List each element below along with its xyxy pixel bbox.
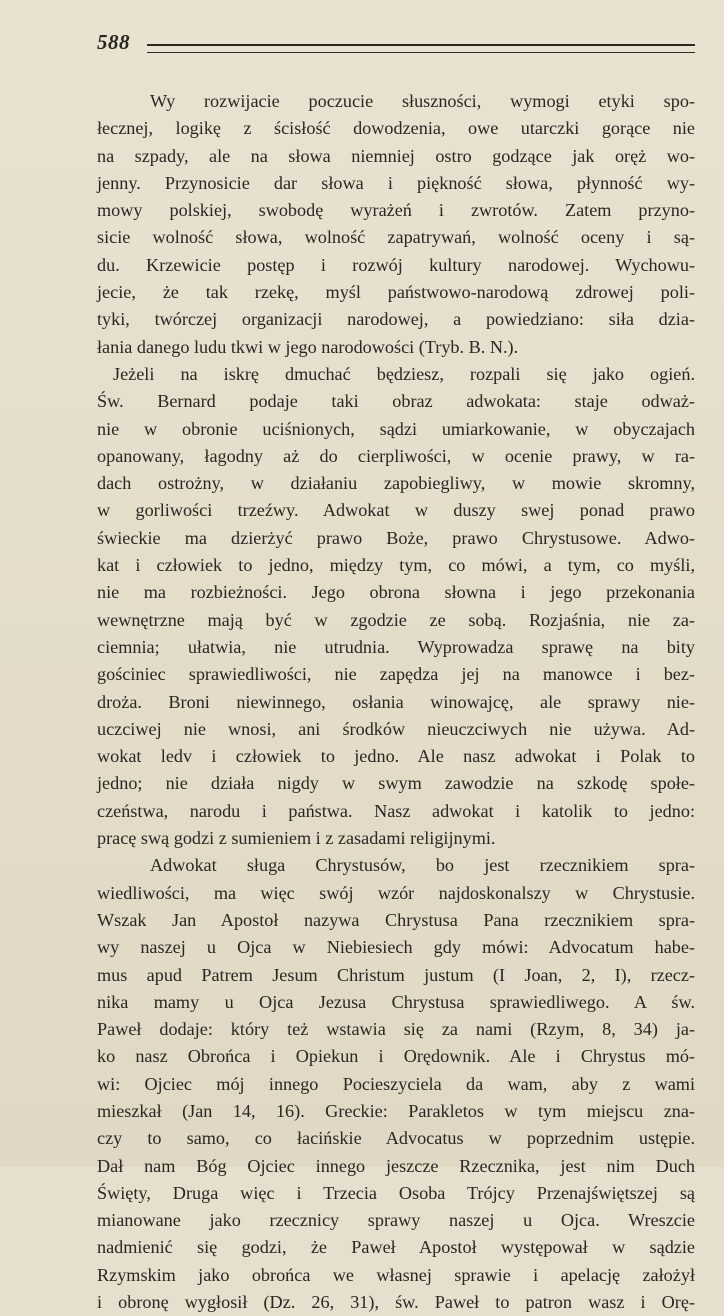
text-line: mieszkał (Jan 14, 16). Greckie: Parakletos w tym miejscu zna- (97, 1100, 695, 1121)
text-line: świeckie ma dzierżyć prawo Boże, prawo Chrystusowe. Adwo- (97, 527, 695, 548)
text-line: na szpady, ale na słowa niemniej ostro godzące jak oręż wo- (97, 145, 695, 166)
body-text (97, 88, 695, 1316)
text-line: sicie wolność słowa, wolność zapatrywań, wolność oceny i są- (97, 227, 695, 248)
text-line: nadmienić się godzi, że Paweł Apostoł występował w sądzie (97, 1237, 695, 1258)
text-line: nie ma rozbieżności. Jego obrona słowna i jego przekonania (97, 582, 695, 603)
text-line: łecznej, logikę z ścisłość dowodzenia, owe utarczki gorące nie (97, 118, 695, 139)
text-line: tyki, twórczej organizacji narodowej, a powiedziano: siła dzia- (97, 309, 695, 330)
header-rule (147, 44, 695, 53)
text-line: czeństwa, narodu i państwa. Nasz adwokat i katolik to jedno: (97, 800, 695, 821)
text-line: opanowany, łagodny aż do cierpliwości, w ocenie prawy, w ra- (97, 445, 695, 466)
text-line: mianowane jako rzecznicy sprawy naszej u Ojca. Wreszcie (97, 1210, 695, 1231)
text-line: mus apud Patrem Jesum Christum justum (I Joan, 2, I), rzecz- (97, 964, 695, 985)
text-line: wy naszej u Ojca w Niebiesiech gdy mówi: Advocatum habe- (97, 937, 695, 958)
text-line: wi: Ojciec mój innego Pocieszyciela da wam, aby z wami (97, 1073, 695, 1094)
page-number: 588 (97, 30, 130, 54)
text-line: w gorliwości trzeźwy. Adwokat w duszy swej ponad prawo (97, 500, 695, 521)
text-line: wewnętrzne mają być w zgodzie ze sobą. Rozjaśnia, nie za- (97, 609, 695, 630)
text-line: gościniec sprawiedliwości, nie zapędza jej na manowce i bez- (97, 664, 695, 685)
text-line: jedno; nie działa nigdy w swym zawodzie na szkodę społe- (97, 773, 695, 794)
text-line: droża. Broni niewinnego, osłania winowajcę, ale sprawy nie- (97, 691, 695, 712)
text-line: Wszak Jan Apostoł nazywa Chrystusa Pana rzecznikiem spra- (97, 909, 695, 930)
text-line: Jeżeli na iskrę dmuchać będziesz, rozpali się jako ogień. (113, 363, 695, 384)
text-line: Paweł dodaje: który też wstawia się za nami (Rzym, 8, 34) ja- (97, 1019, 695, 1040)
text-line: łania danego ludu tkwi w jego narodowości (Tryb. B. N.). (97, 336, 519, 357)
text-line: ko nasz Obrońca i Opiekun i Orędownik. Ale i Chrystus mó- (97, 1046, 695, 1067)
text-line: Św. Bernard podaje taki obraz adwokata: staje odważ- (97, 391, 695, 412)
text-line: wiedliwości, ma więc swój wzór najdoskonalszy w Chrystusie. (97, 882, 695, 903)
text-line: Dał nam Bóg Ojciec innego jeszcze Rzecznika, jest nim Duch (97, 1155, 695, 1176)
text-line: Wy rozwijacie poczucie słuszności, wymogi etyki spo- (150, 91, 695, 111)
text-line: mowy polskiej, swobodę wyrażeń i zwrotów. Zatem przyno- (97, 200, 695, 221)
text-line: nika mamy u Ojca Jezusa Chrystusa sprawiedliwego. A św. (97, 991, 695, 1012)
text-line: Święty, Druga więc i Trzecia Osoba Trójcy Przenajświętszej są (97, 1182, 695, 1203)
text-line: Rzymskim jako obrońca we własnej sprawie i apelację założył (97, 1264, 695, 1285)
text-line: ciemnia; ułatwia, nie utrudnia. Wyprowadza sprawę na bity (97, 636, 695, 657)
text-line: dach ostrożny, w działaniu zapobiegliwy, w mowie skromny, (97, 473, 695, 494)
text-line: wokat ledv i człowiek to jedno. Ale nasz adwokat i Polak to (97, 746, 695, 767)
text-line: nie w obronie uciśnionych, sądzi umiarkowanie, w obyczajach (97, 418, 695, 439)
text-line: jecie, że tak rzekę, myśl państwowo-narodową zdrowej poli- (97, 282, 695, 303)
text-line: du. Krzewicie postęp i rozwój kultury narodowej. Wychowu- (97, 254, 695, 275)
text-line: jenny. Przynosicie dar słowa i piękność słowa, płynność wy- (97, 172, 695, 193)
text-line: uczciwej nie wnosi, ani środków nieuczciwych nie używa. Ad- (97, 718, 695, 739)
page-header (97, 30, 695, 64)
text-line: kat i człowiek to jedno, między tym, co mówi, a tym, co myśli, (97, 555, 695, 576)
text-line: czy to samo, co łacińskie Advocatus w poprzednim ustępie. (97, 1128, 695, 1149)
text-line: pracę swą godzi z sumieniem i z zasadami religijnymi. (97, 828, 496, 849)
text-line: Adwokat sługa Chrystusów, bo jest rzecznikiem spra- (150, 855, 695, 876)
text-line: i obronę wygłosił (Dz. 26, 31), św. Paweł to patron wasz i Orę- (97, 1292, 695, 1313)
